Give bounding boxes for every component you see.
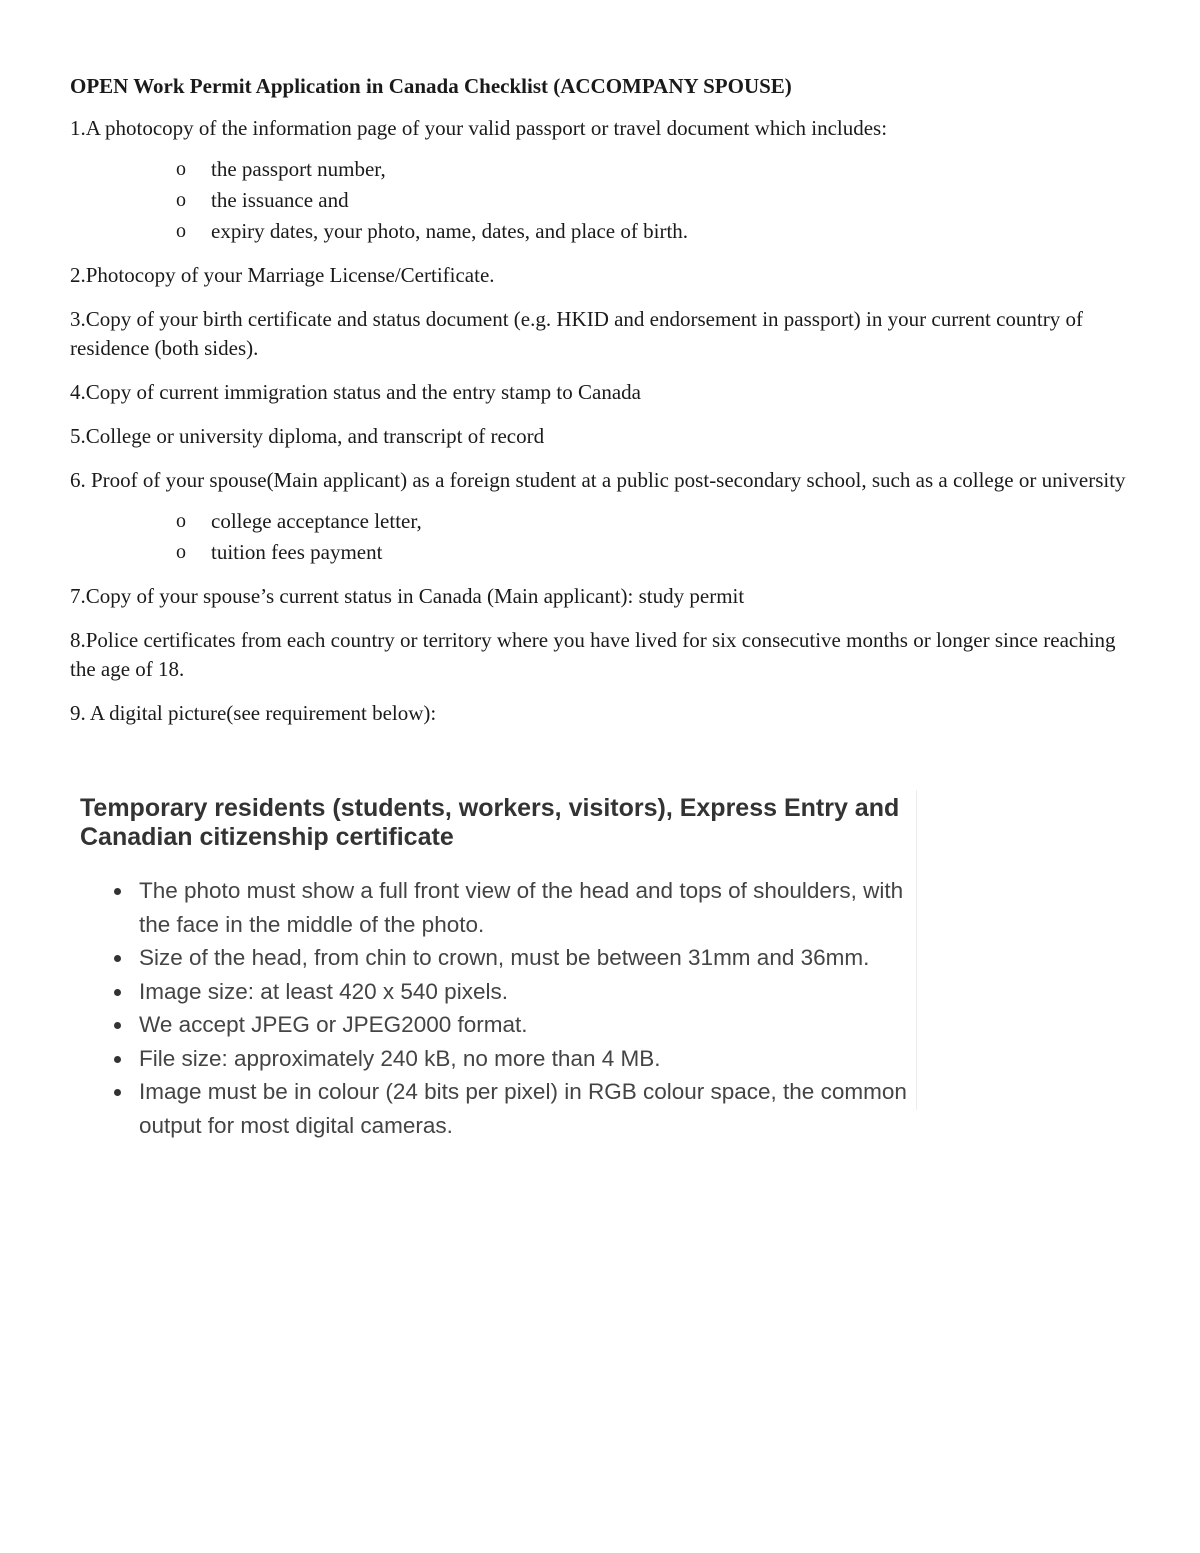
circle-bullet-icon: o — [176, 158, 186, 180]
document-title: OPEN Work Permit Application in Canada Checklist (ACCOMPANY SPOUSE) — [70, 74, 792, 98]
bullet-dot-icon — [114, 955, 121, 962]
bullet-dot-icon — [114, 888, 121, 895]
photo-requirement-item: Image size: at least 420 x 540 pixels. — [114, 975, 914, 1009]
passport-detail-item: o expiry dates, your photo, name, dates, and place of birth. — [176, 216, 1140, 247]
checklist-item-4: 4.Copy of current immigration status and the entry stamp to Canada — [70, 380, 641, 404]
bullet-dot-icon — [114, 1022, 121, 1029]
photo-requirement-item: We accept JPEG or JPEG2000 format. — [114, 1008, 914, 1042]
photo-requirement-item: Size of the head, from chin to crown, must be between 31mm and 36mm. — [114, 941, 914, 975]
proof-document-item: o college acceptance letter, — [176, 506, 1140, 537]
checklist-item-3: 3.Copy of your birth certificate and status document (e.g. HKID and endorsement in passport) in your current country of residence (both sides). — [70, 307, 1083, 360]
proof-document-item: o tuition fees payment — [176, 537, 1140, 568]
bullet-dot-icon — [114, 1089, 121, 1096]
checklist-item-5: 5.College or university diploma, and transcript of record — [70, 424, 545, 448]
passport-detail-item: o the issuance and — [176, 185, 1140, 216]
photo-requirement-item: Image must be in colour (24 bits per pixel) in RGB colour space, the common output for most digital cameras. — [114, 1075, 914, 1142]
checklist-item-2: 2.Photocopy of your Marriage License/Certificate. — [70, 263, 495, 287]
photo-requirements-heading: Temporary residents (students, workers, visitors), Express Entry and Canadian citizenship certificate — [80, 794, 900, 851]
bullet-dot-icon — [114, 989, 121, 996]
checklist-item-1: 1.A photocopy of the information page of your valid passport or travel document which includes: — [70, 116, 888, 140]
photo-requirements-list — [80, 874, 916, 1142]
photo-requirement-item: The photo must show a full front view of the head and tops of shoulders, with the face in the middle of the photo. — [114, 874, 914, 941]
checklist-item-7: 7.Copy of your spouse’s current status in Canada (Main applicant): study permit — [70, 584, 745, 608]
photo-requirement-item: File size: approximately 240 kB, no more than 4 MB. — [114, 1042, 914, 1076]
passport-details-list — [70, 154, 1140, 247]
bullet-dot-icon — [114, 1056, 121, 1063]
checklist-item-6: 6. Proof of your spouse(Main applicant) as a foreign student at a public post-secondary school, such as a college or university — [70, 468, 1126, 492]
circle-bullet-icon: o — [176, 510, 186, 532]
proof-documents-list — [70, 506, 1140, 568]
circle-bullet-icon: o — [176, 541, 186, 563]
photo-requirements-screenshot — [80, 790, 917, 1138]
circle-bullet-icon: o — [176, 220, 186, 242]
passport-detail-item: o the passport number, — [176, 154, 1140, 185]
checklist-item-9: 9. A digital picture(see requirement below): — [70, 701, 437, 725]
checklist-item-8: 8.Police certificates from each country or territory where you have lived for six consecutive months or longer since reaching the age of 18. — [70, 628, 1116, 681]
circle-bullet-icon: o — [176, 189, 186, 211]
checklist-document — [70, 72, 1140, 743]
